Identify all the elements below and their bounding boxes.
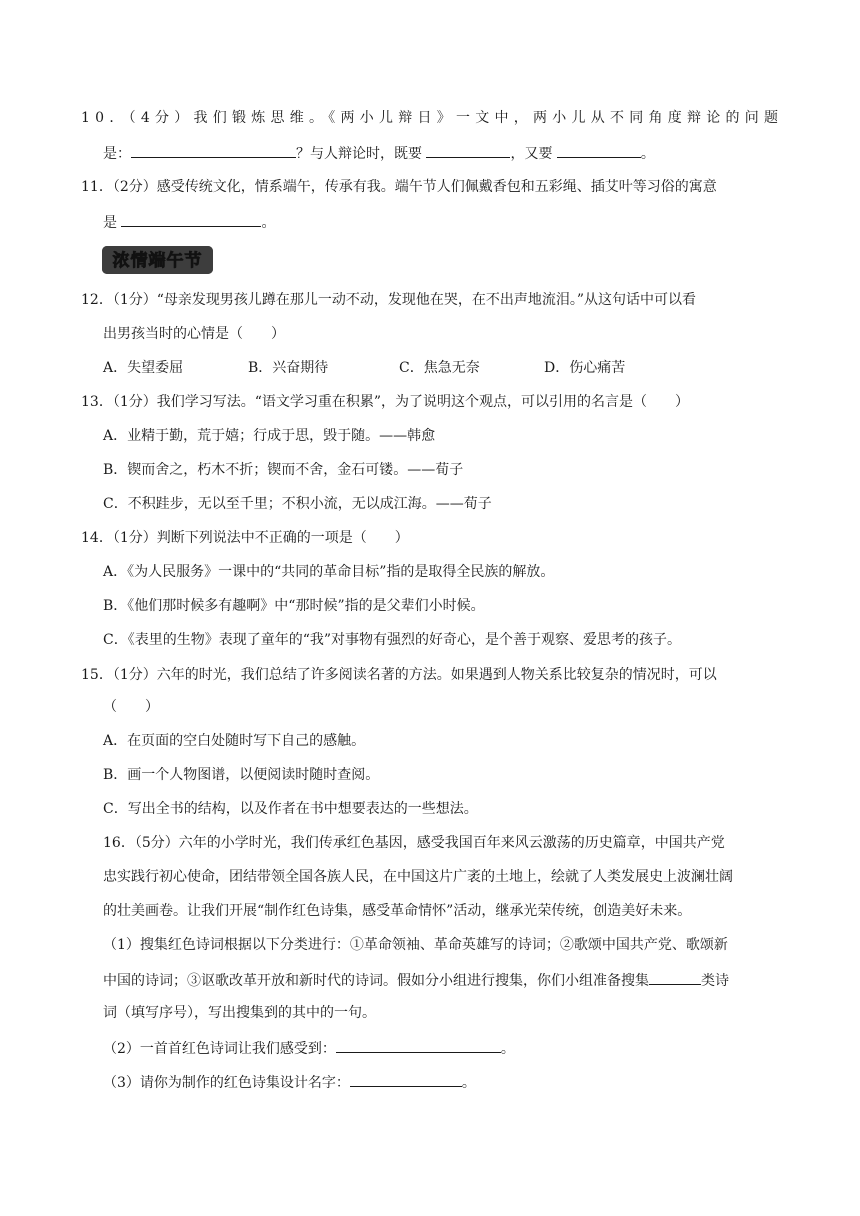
q10-blank-2[interactable] — [426, 142, 510, 158]
q16-sub2-end: 。 — [500, 1041, 515, 1057]
q16-line1: 16．（5分）六年的小学时光，我们传承红色基因，感受我国百年来风云激荡的历史篇章，中国共产党 — [103, 835, 725, 851]
q12-option-b[interactable]: B．兴奋期待 — [248, 360, 329, 376]
q16-sub3-end: 。 — [461, 1075, 476, 1091]
q16-sub2-text: （2）一首首红色诗词让我们感受到： — [103, 1041, 336, 1057]
q16-sub1-text: 中国的诗词；③讴歌改革开放和新时代的诗词。假如分小组进行搜集，你们小组准备搜集 — [103, 973, 649, 989]
q15-option-c[interactable]: C．写出全书的结构，以及作者在书中想要表达的一些想法。 — [103, 801, 478, 817]
q15-option-b[interactable]: B．画一个人物图谱，以便阅读时随时查阅。 — [103, 767, 380, 783]
q12-option-c[interactable]: C．焦急无奈 — [399, 360, 480, 376]
q14-option-a[interactable]: A．《为人民服务》一课中的“共同的革命目标”指的是取得全民族的解放。 — [103, 564, 555, 580]
q13-option-a[interactable]: A．业精于勤，荒于嬉；行成于思，毁于随。——韩愈 — [103, 428, 436, 444]
q15-line2: （ ） — [103, 699, 159, 715]
q14-line1: 14．（1分）判断下列说法中不正确的一项是（ ） — [81, 530, 409, 546]
q16-sub1-text-end: 类诗 — [701, 973, 729, 989]
q12-line1: 12．（1分）“母亲发现男孩儿蹲在那儿一动不动，发现他在哭，在不出声地流泪。”从这句话中可以看 — [81, 292, 697, 308]
q12-option-a[interactable]: A．失望委屈 — [103, 360, 184, 376]
q16-category-blank[interactable] — [649, 969, 701, 985]
q10-text-d: 。 — [640, 146, 655, 162]
q11-text-a: 是 — [103, 215, 117, 231]
duanwu-logo-image — [102, 246, 213, 274]
q16-line3: 的壮美画卷。让我们开展“制作红色诗集，感受革命情怀”活动，继承光荣传统，创造美好未来。 — [103, 903, 692, 919]
q16-sub3 — [103, 1071, 476, 1093]
q10-text-a: 是： — [103, 146, 131, 162]
q16-sub1-line3: 词（填写序号），写出搜集到的其中的一句。 — [103, 1005, 376, 1021]
q16-feeling-blank[interactable] — [336, 1037, 501, 1053]
q16-name-blank[interactable] — [350, 1071, 462, 1087]
q13-option-b[interactable]: B．锲而舍之，朽木不折；锲而不舍，金石可镂。——荀子 — [103, 462, 464, 478]
q12-option-d[interactable]: D．伤心痛苦 — [544, 360, 626, 376]
q12-line2: 出男孩当时的心情是（ ） — [103, 326, 285, 342]
q16-sub3-text: （3）请你为制作的红色诗集设计名字： — [103, 1075, 350, 1091]
q16-sub1-line2 — [103, 969, 729, 991]
q10-blank-1[interactable] — [131, 142, 296, 158]
q16-sub2 — [103, 1037, 515, 1059]
q13-option-c[interactable]: C．不积跬步，无以至千里；不积小流，无以成江海。——荀子 — [103, 496, 492, 512]
q11-line1: 11．（2分）感受传统文化，情系端午，传承有我。端午节人们佩戴香包和五彩绳、插艾叶等习俗的寓意 — [81, 179, 717, 195]
q10-text-c: ，又要 — [510, 146, 553, 162]
q10-blank-3[interactable] — [557, 142, 641, 158]
q11-line2 — [103, 211, 275, 233]
q10-text-b: ？与人辩论时，既要 — [296, 146, 422, 162]
q11-text-b: 。 — [261, 215, 276, 231]
q15-line1: 15．（1分）六年的时光，我们总结了许多阅读名著的方法。如果遇到人物关系比较复杂的情况时，可以 — [81, 667, 717, 683]
svg-text:浓情端午节: 浓情端午节 — [112, 251, 203, 271]
q14-option-b[interactable]: B．《他们那时候多有趣啊》中“那时候”指的是父辈们小时候。 — [103, 598, 485, 614]
q13-line1: 13．（1分）我们学习写法。“语文学习重在积累”，为了说明这个观点，可以引用的名言是（ ） — [81, 394, 690, 410]
q15-option-a[interactable]: A．在页面的空白处随时写下自己的感触。 — [103, 733, 366, 749]
q12-options-row — [103, 358, 625, 378]
q11-blank[interactable] — [121, 211, 261, 227]
q14-option-c[interactable]: C．《表里的生物》表现了童年的“我”对事物有强烈的好奇心，是个善于观察、爱思考的孩子。 — [103, 632, 682, 648]
q16-sub1-line1: （1）搜集红色诗词根据以下分类进行：①革命领袖、革命英雄写的诗词；②歌颂中国共产党、歌颂新 — [103, 937, 728, 953]
q10-line1: 10．（4分）我们锻炼思维。《两小儿辩日》一文中，两小儿从不同角度辩论的问题 — [81, 110, 784, 126]
q16-line2: 忠实践行初心使命，团结带领全国各族人民，在中国这片广袤的土地上，绘就了人类发展史上波澜壮阔 — [103, 869, 733, 885]
q10-line2 — [103, 142, 655, 164]
